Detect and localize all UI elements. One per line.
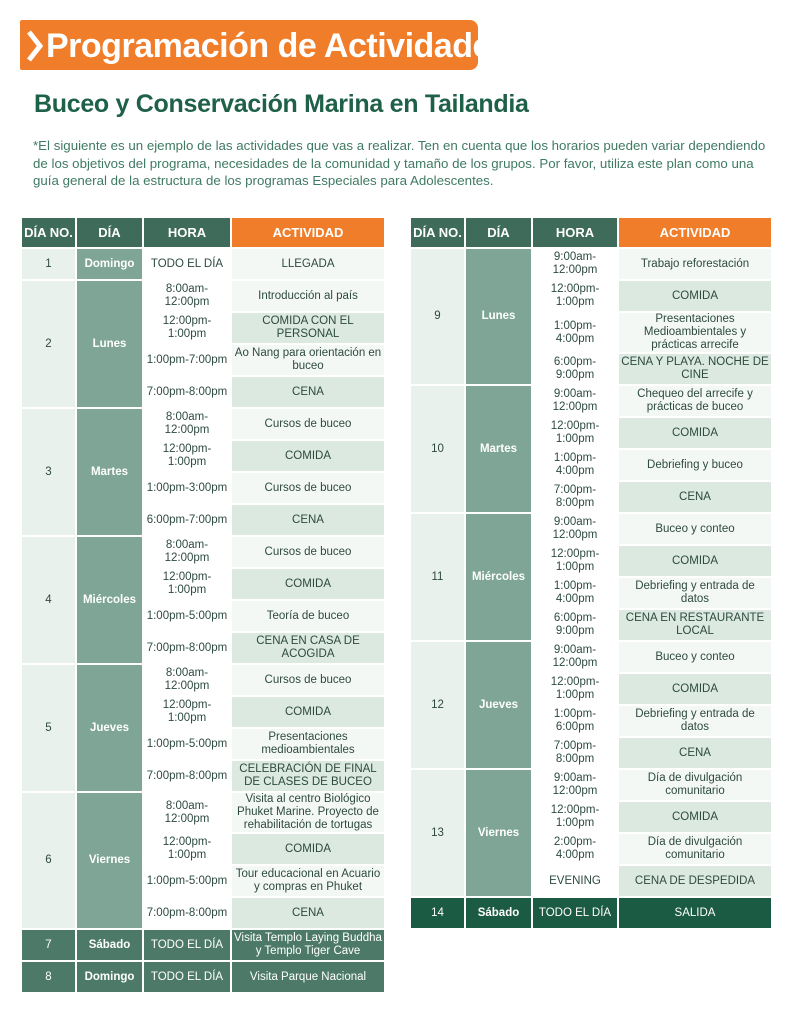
schedule-table-left (20, 216, 386, 994)
time-cell: 7:00pm-8:00pm (144, 761, 230, 791)
day-number-cell: 4 (22, 537, 75, 663)
table-row (411, 354, 771, 384)
activity-cell: COMIDA (619, 546, 771, 576)
activity-cell: CENA EN RESTAURANTE LOCAL (619, 610, 771, 640)
table-row (411, 578, 771, 608)
weekday-cell: Viernes (466, 770, 531, 896)
activity-cell: COMIDA (619, 674, 771, 704)
time-cell: 7:00pm-8:00pm (533, 482, 617, 512)
col-header-day: DÍA (466, 218, 531, 247)
table-header-row (411, 218, 771, 247)
table-row (411, 514, 771, 544)
table-row (22, 962, 384, 992)
time-cell: 9:00am-12:00pm (533, 642, 617, 672)
activity-cell: COMIDA (232, 834, 384, 864)
time-cell: 12:00pm-1:00pm (144, 313, 230, 343)
activity-cell: COMIDA (619, 281, 771, 311)
activity-cell: CENA DE DESPEDIDA (619, 866, 771, 896)
table-row (411, 249, 771, 279)
day-number-cell: 14 (411, 898, 464, 928)
time-cell: 12:00pm-1:00pm (533, 418, 617, 448)
weekday-cell: Lunes (77, 281, 142, 407)
table-row (411, 706, 771, 736)
page-title: Programación de Actividades (46, 27, 510, 65)
day-number-cell: 1 (22, 249, 75, 279)
time-cell: 2:00pm-4:00pm (533, 834, 617, 864)
time-cell: TODO EL DÍA (144, 930, 230, 960)
activity-cell: CENA (232, 898, 384, 928)
time-cell: TODO EL DÍA (144, 249, 230, 279)
time-cell: 12:00pm-1:00pm (144, 697, 230, 727)
day-number-cell: 12 (411, 642, 464, 768)
time-cell: 1:00pm-3:00pm (144, 473, 230, 503)
weekday-cell: Miércoles (77, 537, 142, 663)
time-cell: 12:00pm-1:00pm (144, 569, 230, 599)
activity-cell: CELEBRACIÓN DE FINAL DE CLASES DE BUCEO (232, 761, 384, 791)
table-row (411, 834, 771, 864)
table-row (22, 930, 384, 960)
day-number-cell: 8 (22, 962, 75, 992)
table-row (411, 898, 771, 928)
time-cell: 8:00am-12:00pm (144, 281, 230, 311)
table-row (411, 386, 771, 416)
time-cell: 12:00pm-1:00pm (533, 674, 617, 704)
weekday-cell: Martes (77, 409, 142, 535)
weekday-cell: Miércoles (466, 514, 531, 640)
activity-cell: Buceo y conteo (619, 642, 771, 672)
table-row (411, 281, 771, 311)
activity-cell: Día de divulgación comunitario (619, 770, 771, 800)
time-cell: 8:00am-12:00pm (144, 665, 230, 695)
table-row (411, 610, 771, 640)
activity-cell: COMIDA (232, 441, 384, 471)
time-cell: 6:00pm-9:00pm (533, 610, 617, 640)
activity-cell: Cursos de buceo (232, 473, 384, 503)
activity-cell: Día de divulgación comunitario (619, 834, 771, 864)
activity-cell: Debriefing y entrada de datos (619, 706, 771, 736)
activity-cell: Ao Nang para orientación en buceo (232, 345, 384, 375)
time-cell: 1:00pm-4:00pm (533, 313, 617, 352)
col-header-day-no: DÍA NO. (22, 218, 75, 247)
activity-cell: LLEGADA (232, 249, 384, 279)
intro-note: *El siguiente es un ejemplo de las actividades que vas a realizar. Ten en cuenta que los horarios pueden variar dependiendo de los objetivos del programa, necesidades de la comunidad y tamaño de los grupos. Por favor, utiliza este plan como una guía general de la estructura de los programas Especiales para Adolescentes. (33, 138, 766, 188)
col-header-activity: ACTIVIDAD (619, 218, 771, 247)
activity-cell: COMIDA CON EL PERSONAL (232, 313, 384, 343)
col-header-time: HORA (533, 218, 617, 247)
activity-cell: COMIDA (619, 802, 771, 832)
activity-cell: Debriefing y entrada de datos (619, 578, 771, 608)
activity-cell: CENA Y PLAYA. NOCHE DE CINE (619, 354, 771, 384)
chevron-right-icon (24, 26, 46, 66)
day-number-cell: 3 (22, 409, 75, 535)
table-row (411, 482, 771, 512)
time-cell: 7:00pm-8:00pm (144, 377, 230, 407)
time-cell: 1:00pm-5:00pm (144, 601, 230, 631)
activity-cell: Buceo y conteo (619, 514, 771, 544)
activity-cell: Presentaciones Medioambientales y prácticas arrecife (619, 313, 771, 352)
day-number-cell: 10 (411, 386, 464, 512)
table-row (411, 802, 771, 832)
activity-cell: Debriefing y buceo (619, 450, 771, 480)
time-cell: 7:00pm-8:00pm (533, 738, 617, 768)
table-row (411, 738, 771, 768)
schedule-table-right (409, 216, 773, 930)
table-row (411, 450, 771, 480)
table-row (411, 546, 771, 576)
weekday-cell: Domingo (77, 249, 142, 279)
time-cell: 9:00am-12:00pm (533, 514, 617, 544)
activity-cell: Visita Parque Nacional (232, 962, 384, 992)
day-number-cell: 13 (411, 770, 464, 896)
day-number-cell: 2 (22, 281, 75, 407)
weekday-cell: Martes (466, 386, 531, 512)
time-cell: 8:00am-12:00pm (144, 793, 230, 832)
time-cell: 1:00pm-5:00pm (144, 729, 230, 759)
activity-cell: Introducción al país (232, 281, 384, 311)
day-number-cell: 7 (22, 930, 75, 960)
table-row (22, 281, 384, 311)
time-cell: 1:00pm-4:00pm (533, 578, 617, 608)
table-row (411, 674, 771, 704)
time-cell: 12:00pm-1:00pm (144, 441, 230, 471)
table-row (411, 418, 771, 448)
activity-cell: Cursos de buceo (232, 409, 384, 439)
program-subtitle: Buceo y Conservación Marina en Tailandia (34, 90, 529, 118)
time-cell: 12:00pm-1:00pm (533, 546, 617, 576)
activity-cell: COMIDA (232, 697, 384, 727)
time-cell: 7:00pm-8:00pm (144, 898, 230, 928)
activity-cell: CENA (232, 505, 384, 535)
table-row (22, 537, 384, 567)
activity-cell: CENA EN CASA DE ACOGIDA (232, 633, 384, 663)
weekday-cell: Jueves (77, 665, 142, 791)
time-cell: 1:00pm-5:00pm (144, 866, 230, 896)
time-cell: 12:00pm-1:00pm (144, 834, 230, 864)
time-cell: 12:00pm-1:00pm (533, 802, 617, 832)
weekday-cell: Viernes (77, 793, 142, 928)
table-row (411, 866, 771, 896)
weekday-cell: Sábado (77, 930, 142, 960)
weekday-cell: Sábado (466, 898, 531, 928)
activity-cell: Teoría de buceo (232, 601, 384, 631)
activity-cell: Chequeo del arrecife y prácticas de buceo (619, 386, 771, 416)
time-cell: TODO EL DÍA (144, 962, 230, 992)
weekday-cell: Lunes (466, 249, 531, 384)
activity-cell: Tour educacional en Acuario y compras en Phuket (232, 866, 384, 896)
table-row (22, 409, 384, 439)
table-row (411, 770, 771, 800)
activity-cell: Visita al centro Biológico Phuket Marine. Proyecto de rehabilitación de tortugas (232, 793, 384, 832)
activity-cell: Cursos de buceo (232, 537, 384, 567)
col-header-activity: ACTIVIDAD (232, 218, 384, 247)
time-cell: 9:00am-12:00pm (533, 770, 617, 800)
table-header-row (22, 218, 384, 247)
day-number-cell: 11 (411, 514, 464, 640)
time-cell: TODO EL DÍA (533, 898, 617, 928)
time-cell: 7:00pm-8:00pm (144, 633, 230, 663)
time-cell: EVENING (533, 866, 617, 896)
table-row (22, 793, 384, 832)
activity-cell: SALIDA (619, 898, 771, 928)
col-header-day: DÍA (77, 218, 142, 247)
activity-cell: COMIDA (232, 569, 384, 599)
weekday-cell: Jueves (466, 642, 531, 768)
activity-cell: CENA (232, 377, 384, 407)
time-cell: 6:00pm-9:00pm (533, 354, 617, 384)
weekday-cell: Domingo (77, 962, 142, 992)
table-row (411, 642, 771, 672)
time-cell: 8:00am-12:00pm (144, 409, 230, 439)
day-number-cell: 9 (411, 249, 464, 384)
col-header-day-no: DÍA NO. (411, 218, 464, 247)
time-cell: 1:00pm-4:00pm (533, 450, 617, 480)
activity-cell: COMIDA (619, 418, 771, 448)
activity-cell: Visita Templo Laying Buddha y Templo Tiger Cave (232, 930, 384, 960)
activity-cell: Cursos de buceo (232, 665, 384, 695)
time-cell: 12:00pm-1:00pm (533, 281, 617, 311)
activity-cell: CENA (619, 482, 771, 512)
time-cell: 9:00am-12:00pm (533, 249, 617, 279)
day-number-cell: 6 (22, 793, 75, 928)
table-row (22, 249, 384, 279)
time-cell: 1:00pm-6:00pm (533, 706, 617, 736)
time-cell: 9:00am-12:00pm (533, 386, 617, 416)
time-cell: 6:00pm-7:00pm (144, 505, 230, 535)
time-cell: 8:00am-12:00pm (144, 537, 230, 567)
col-header-time: HORA (144, 218, 230, 247)
table-row (411, 313, 771, 352)
time-cell: 1:00pm-7:00pm (144, 345, 230, 375)
activity-cell: CENA (619, 738, 771, 768)
activity-cell: Presentaciones medioambientales (232, 729, 384, 759)
table-row (22, 665, 384, 695)
activity-cell: Trabajo reforestación (619, 249, 771, 279)
day-number-cell: 5 (22, 665, 75, 791)
